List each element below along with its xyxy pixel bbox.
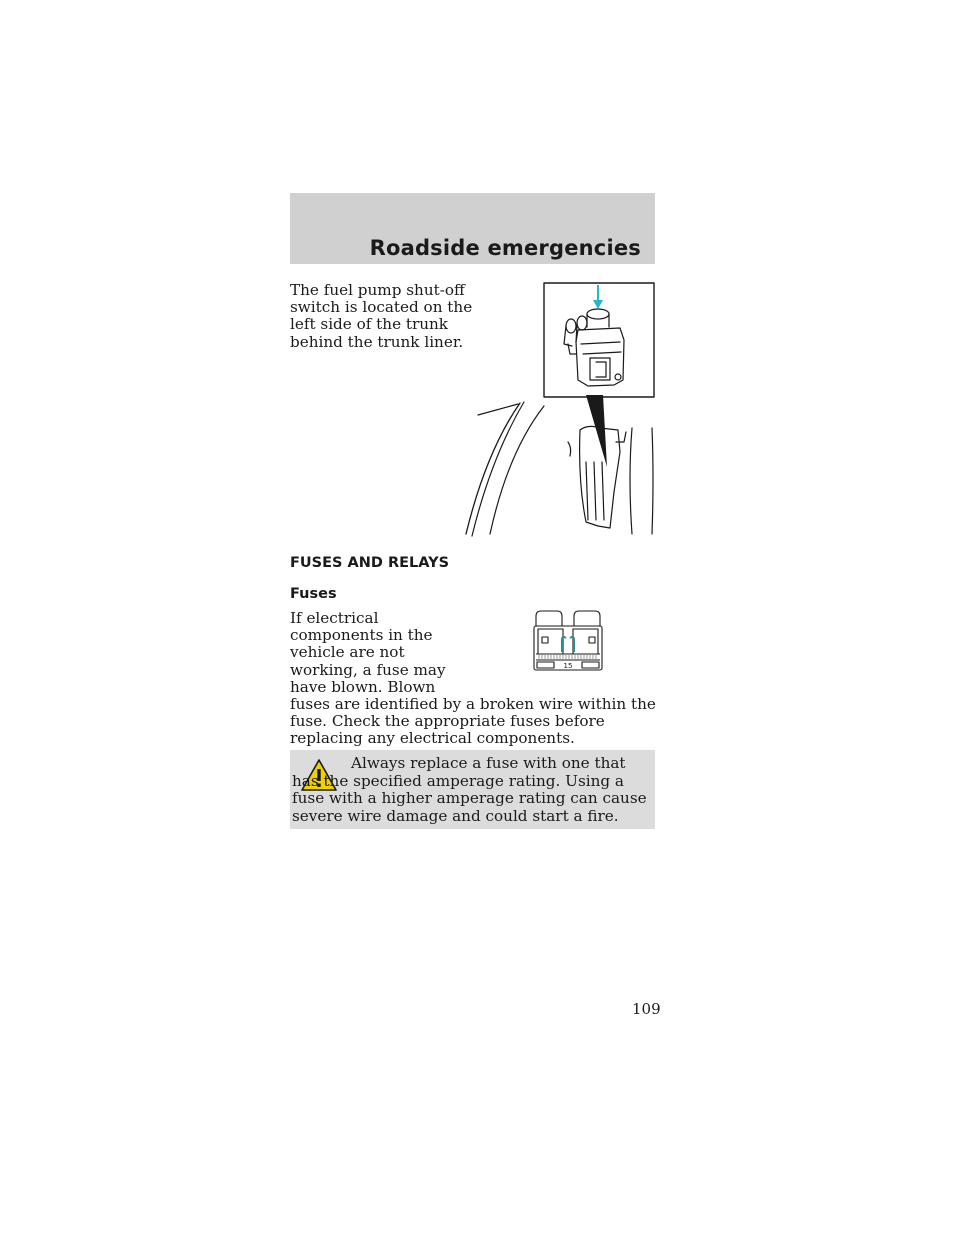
fuses-paragraph-part2: fuses are identified by a broken wire within the fuse. Check the appropriate fuses before replacing any electrical components.: [290, 695, 656, 748]
fuel-pump-switch-illustration: [460, 282, 660, 538]
page-number: 109: [632, 1000, 661, 1018]
warning-text: Always replace a fuse with one that has the specified amperage rating. Using a fuse with a higher amperage rating can cause severe wire damage and could start a fire.: [292, 754, 647, 825]
section-title: Roadside emergencies: [369, 236, 641, 260]
section-heading: FUSES AND RELAYS: [290, 555, 450, 571]
fuse-amperage-label: 15: [563, 662, 573, 670]
blade-fuse-illustration: [533, 610, 603, 672]
fuel-pump-paragraph: The fuel pump shut-off switch is located on the left side of the trunk behind the trunk liner.: [290, 281, 473, 351]
warning-box: [290, 750, 655, 829]
subsection-heading: Fuses: [290, 586, 337, 602]
section-header-band: [290, 193, 655, 264]
fuses-paragraph-part1: If electrical components in the vehicle are not working, a fuse may have blown. Blown: [290, 609, 446, 696]
